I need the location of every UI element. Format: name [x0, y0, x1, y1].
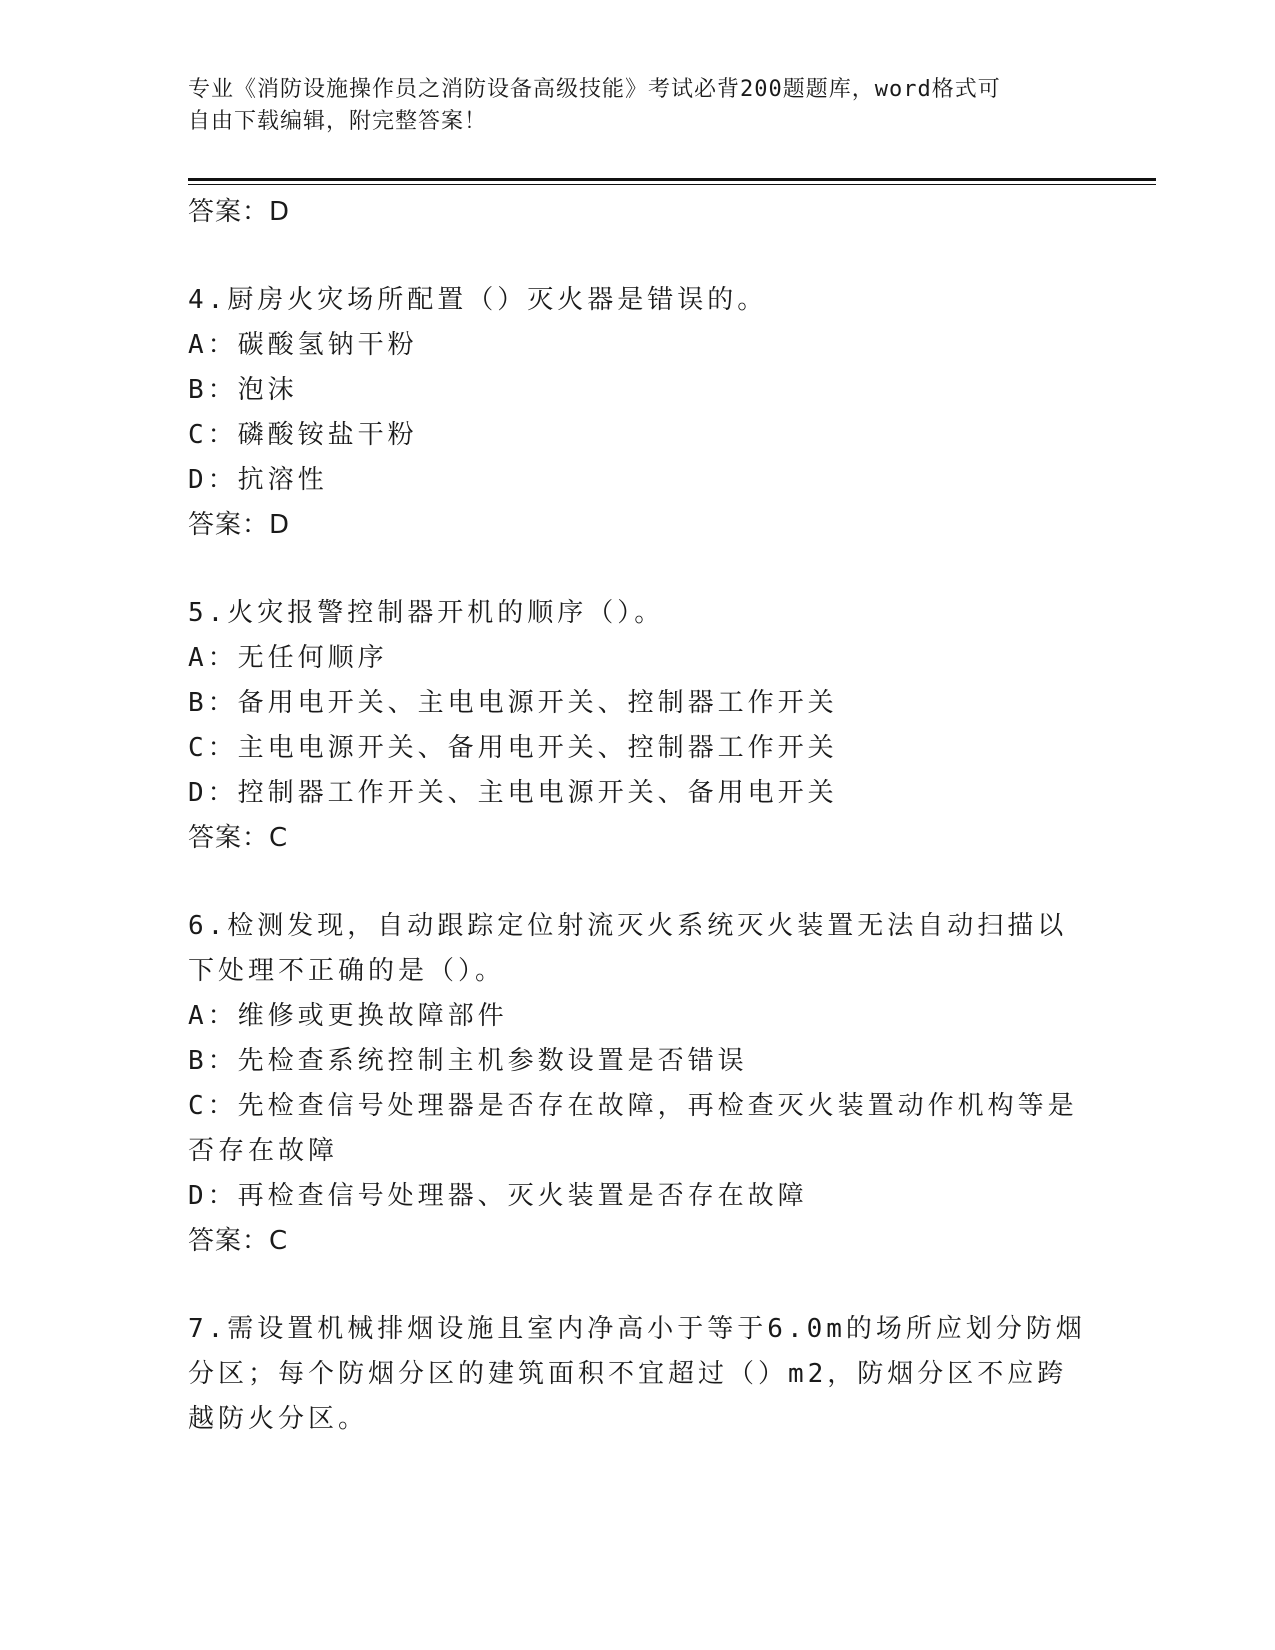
option-a: A：维修或更换故障部件 [188, 1001, 508, 1031]
answer-label: 答案：C [188, 1226, 289, 1256]
option-c: C：主电电源开关、备用电开关、控制器工作开关 [188, 733, 838, 763]
option-a: A：碳酸氢钠干粉 [188, 330, 418, 360]
header-line-2: 自由下载编辑，附完整答案！ [188, 109, 488, 134]
option-a: A：无任何顺序 [188, 643, 388, 673]
option-b: B：泡沫 [188, 375, 298, 405]
question-stem: 6.检测发现，自动跟踪定位射流灭火系统灭火装置无法自动扫描以下处理不正确的是（）。 [188, 911, 1068, 986]
option-b: B：先检查系统控制主机参数设置是否错误 [188, 1046, 748, 1076]
answer-label: 答案：C [188, 823, 289, 853]
document-header [188, 74, 1068, 138]
question-5 [188, 591, 1088, 860]
option-d: D：抗溶性 [188, 465, 328, 495]
header-divider-thin [188, 184, 1156, 185]
option-c: C：先检查信号处理器是否存在故障，再检查灭火装置动作机构等是否存在故障 [188, 1091, 1078, 1166]
header-divider-thick [188, 178, 1156, 181]
option-c: C：磷酸铵盐干粉 [188, 420, 418, 450]
header-line-1: 专业《消防设施操作员之消防设备高级技能》考试必背200题题库，word格式可 [188, 77, 1001, 102]
question-4 [188, 278, 1088, 547]
answer-label: 答案：D [188, 197, 291, 227]
option-d: D：控制器工作开关、主电电源开关、备用电开关 [188, 778, 838, 808]
question-stem: 5.火灾报警控制器开机的顺序（）。 [188, 598, 665, 628]
question-stem: 4.厨房火灾场所配置（）灭火器是错误的。 [188, 285, 768, 315]
document-content [188, 190, 1088, 1442]
question-stem: 7.需设置机械排烟设施且室内净高小于等于6.0m的场所应划分防烟分区；每个防烟分区的建筑面积不宜超过（）m2，防烟分区不应跨越防火分区。 [188, 1314, 1086, 1434]
option-b: B：备用电开关、主电电源开关、控制器工作开关 [188, 688, 838, 718]
answer-label: 答案：D [188, 510, 291, 540]
question-6 [188, 904, 1088, 1263]
option-d: D：再检查信号处理器、灭火装置是否存在故障 [188, 1181, 808, 1211]
question-7 [188, 1307, 1088, 1442]
